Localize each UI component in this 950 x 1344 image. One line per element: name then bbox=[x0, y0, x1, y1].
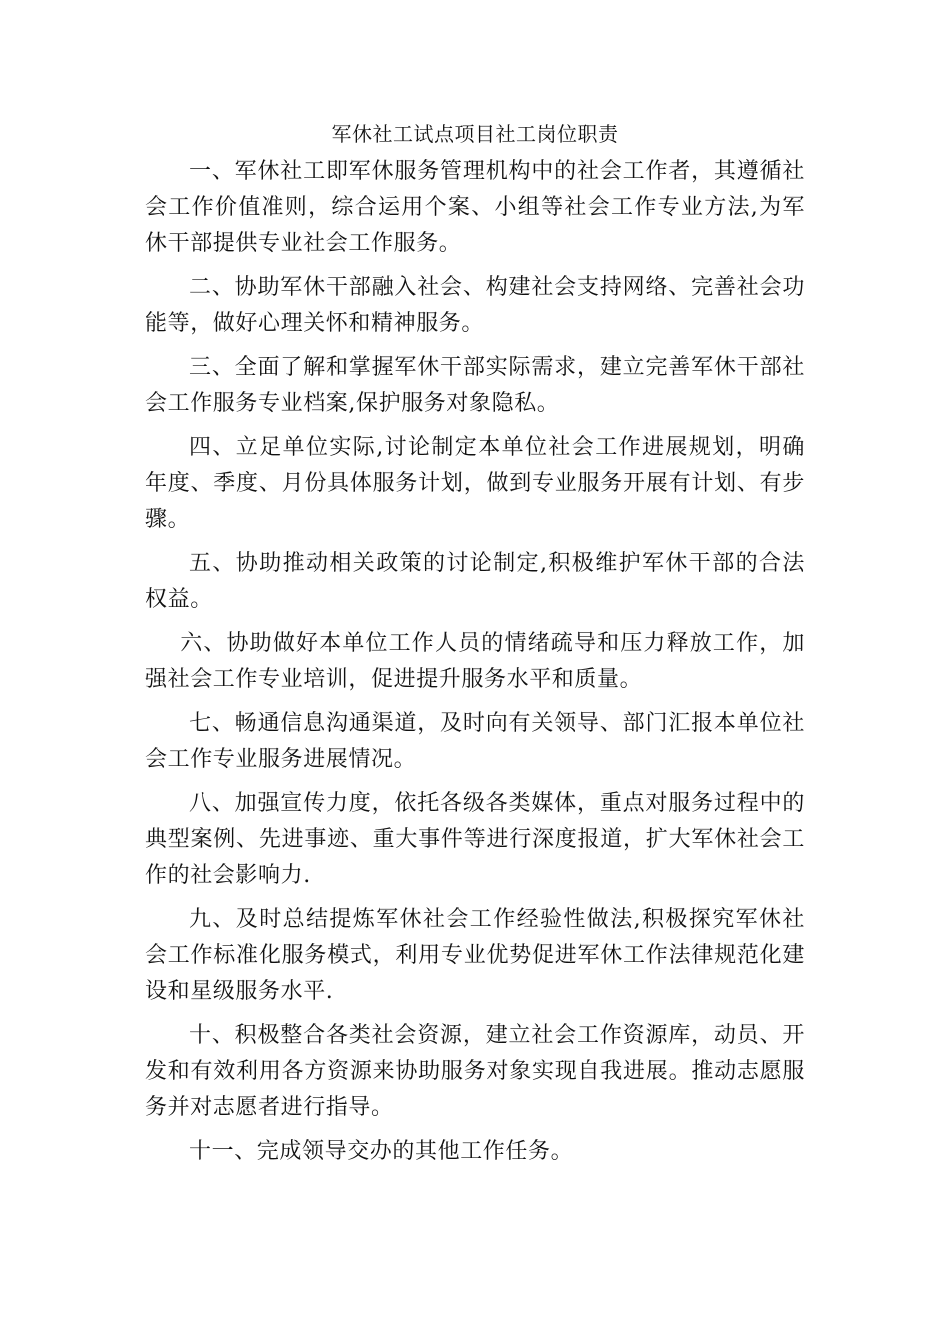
paragraph-10: 十、积极整合各类社会资源，建立社会工作资源库，动员、开发和有效利用各方资源来协助服务对象实现自我进展。推动志愿服务并对志愿者进行指导。 bbox=[145, 1023, 805, 1120]
paragraph-8: 八、加强宣传力度，依托各级各类媒体，重点对服务过程中的典型案例、先进事迹、重大事件等进行深度报道，扩大军休社会工作的社会影响力. bbox=[145, 791, 805, 888]
document-title: 军休社工试点项目社工岗位职责 bbox=[331, 122, 619, 146]
paragraph-4: 四、立足单位实际,讨论制定本单位社会工作进展规划，明确年度、季度、月份具体服务计划，做到专业服务开展有计划、有步骤。 bbox=[145, 435, 805, 532]
document-body bbox=[145, 154, 805, 1178]
paragraph-9: 九、及时总结提炼军休社会工作经验性做法,积极探究军休社会工作标准化服务模式，利用专业优势促进军休工作法律规范化建设和星级服务水平. bbox=[145, 907, 805, 1004]
paragraph-5: 五、协助推动相关政策的讨论制定,积极维护军休干部的合法权益。 bbox=[145, 551, 805, 612]
paragraph-3: 三、全面了解和掌握军休干部实际需求，建立完善军休干部社会工作服务专业档案,保护服务对象隐私。 bbox=[145, 355, 805, 416]
paragraph-2: 二、协助军休干部融入社会、构建社会支持网络、完善社会功能等，做好心理关怀和精神服务。 bbox=[145, 275, 805, 336]
paragraph-11: 十一、完成领导交办的其他工作任务。 bbox=[189, 1139, 574, 1164]
paragraph-6: 六、协助做好本单位工作人员的情绪疏导和压力释放工作，加强社会工作专业培训，促进提升服务水平和质量。 bbox=[145, 631, 805, 692]
paragraph-1: 一、军休社工即军休服务管理机构中的社会工作者，其遵循社会工作价值准则，综合运用个案、小组等社会工作专业方法,为军休干部提供专业社会工作服务。 bbox=[145, 159, 805, 256]
paragraph-7: 七、畅通信息沟通渠道，及时向有关领导、部门汇报本单位社会工作专业服务进展情况。 bbox=[145, 711, 805, 772]
